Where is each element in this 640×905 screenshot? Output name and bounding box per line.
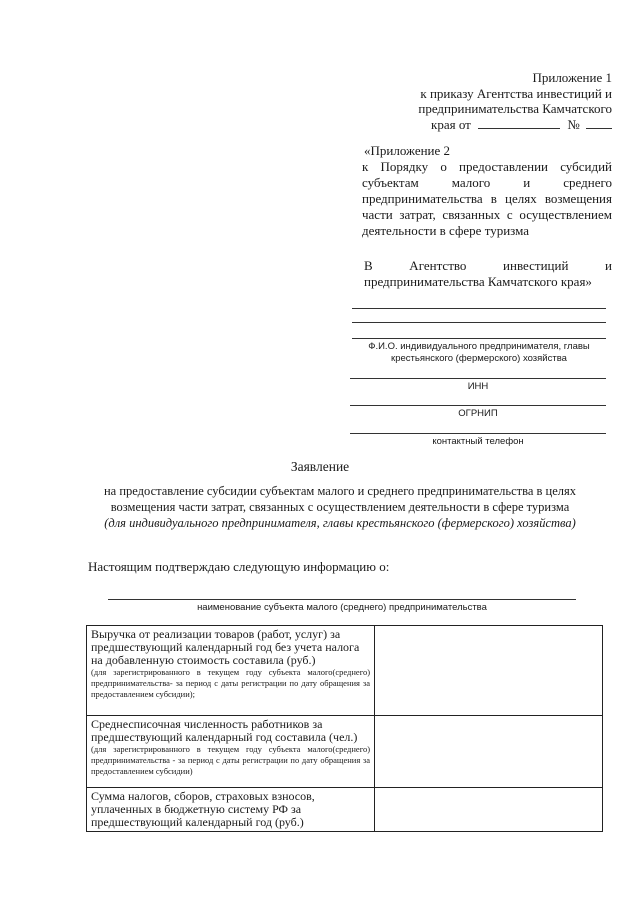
fio-line-1[interactable] — [352, 308, 606, 309]
inn-line[interactable] — [350, 378, 606, 379]
header-number-blank[interactable] — [586, 128, 612, 129]
entity-caption: наименование субъекта малого (среднего) предпринимательства — [197, 602, 487, 613]
ogrnip-caption: ОГРНИП — [458, 408, 498, 419]
header-line-3: предпринимательства Камчатского — [418, 101, 612, 116]
taxes-label — [87, 788, 375, 832]
info-table — [86, 625, 603, 832]
revenue-note: (для зарегистрированного в текущем году субъекта малого(среднего) предпринимательства- за период с даты регистрации по дату обращения за предоставлением субсидии); — [91, 667, 371, 699]
appendix-line-6: деятельности в сфере туризма — [362, 223, 530, 238]
subtitle-line-2: возмещения части затрат, связанных с осуществлением деятельности в сфере туризма — [110, 500, 570, 514]
document-title: Заявление — [290, 459, 350, 474]
header-number-label: № — [567, 116, 580, 132]
employees-line-1: Среднесписочная численность работников за — [91, 717, 323, 731]
revenue-line-3: на добавленную стоимость составила (руб.) — [91, 653, 316, 667]
revenue-label — [87, 626, 375, 716]
header-line-4 — [380, 117, 612, 133]
employees-note: (для зарегистрированного в текущем году субъекта малого(среднего) предпринимательства - за период с даты регистрации по дату обращения за предоставлением субсидии) — [91, 744, 371, 776]
inn-caption: ИНН — [467, 381, 489, 392]
fio-caption-line-1: Ф.И.О. индивидуального предпринимателя, главы — [368, 341, 590, 352]
addressee-line-2: предпринимательства Камчатского края» — [364, 274, 592, 289]
addressee-block — [364, 258, 612, 290]
revenue-line-2: предшествующий календарный год без учета налога — [91, 640, 360, 654]
phone-line[interactable] — [350, 433, 606, 434]
appendix-line-3: субъектам малого и среднего — [362, 175, 612, 190]
table-row-taxes — [87, 788, 603, 832]
table-row-employees — [87, 716, 603, 788]
appendix-line-5: части затрат, связанных с осуществлением — [362, 207, 612, 222]
appendix-line-4: предпринимательства в целях возмещения — [362, 191, 612, 206]
appendix-line-1: «Приложение 2 — [364, 143, 451, 158]
entity-name-line[interactable] — [108, 599, 576, 600]
header-block — [380, 70, 612, 132]
fio-line-2[interactable] — [352, 322, 606, 323]
header-date-blank[interactable] — [478, 128, 560, 129]
taxes-value-cell[interactable] — [375, 788, 603, 832]
ogrnip-line[interactable] — [350, 405, 606, 406]
taxes-line-1: Сумма налогов, сборов, страховых взносов, — [91, 789, 315, 803]
subtitle-line-3: (для индивидуального предпринимателя, главы крестьянского (фермерского) хозяйства) — [104, 516, 576, 530]
subtitle-line-1: на предоставление субсидии субъектам малого и среднего предпринимательства в целях — [103, 484, 576, 498]
confirm-text: Настоящим подтверждаю следующую информацию о: — [88, 559, 390, 574]
fio-line-3[interactable] — [352, 338, 606, 339]
document-subtitle — [60, 483, 620, 531]
fio-caption — [352, 341, 606, 365]
appendix-block — [362, 143, 612, 239]
appendix-line-2: к Порядку о предоставлении субсидий — [362, 159, 612, 174]
revenue-line-1: Выручка от реализации товаров (работ, услуг) за — [91, 627, 341, 641]
header-date-label: края от — [431, 116, 471, 132]
table-row-revenue — [87, 626, 603, 716]
header-line-2: к приказу Агентства инвестиций и — [420, 85, 612, 101]
employees-value-cell[interactable] — [375, 716, 603, 788]
phone-caption: контактный телефон — [432, 436, 524, 447]
employees-label — [87, 716, 375, 788]
fio-caption-line-2: крестьянского (фермерского) хозяйства — [391, 353, 567, 364]
header-line-1: Приложение 1 — [532, 70, 612, 85]
employees-line-2: предшествующий календарный год составила (чел.) — [91, 730, 358, 744]
taxes-line-3: предшествующий календарный год (руб.) — [91, 815, 304, 829]
taxes-line-2: уплаченных в бюджетную систему РФ за — [91, 802, 302, 816]
addressee-line-1: В Агентство инвестиций и — [364, 258, 612, 273]
revenue-value-cell[interactable] — [375, 626, 603, 716]
